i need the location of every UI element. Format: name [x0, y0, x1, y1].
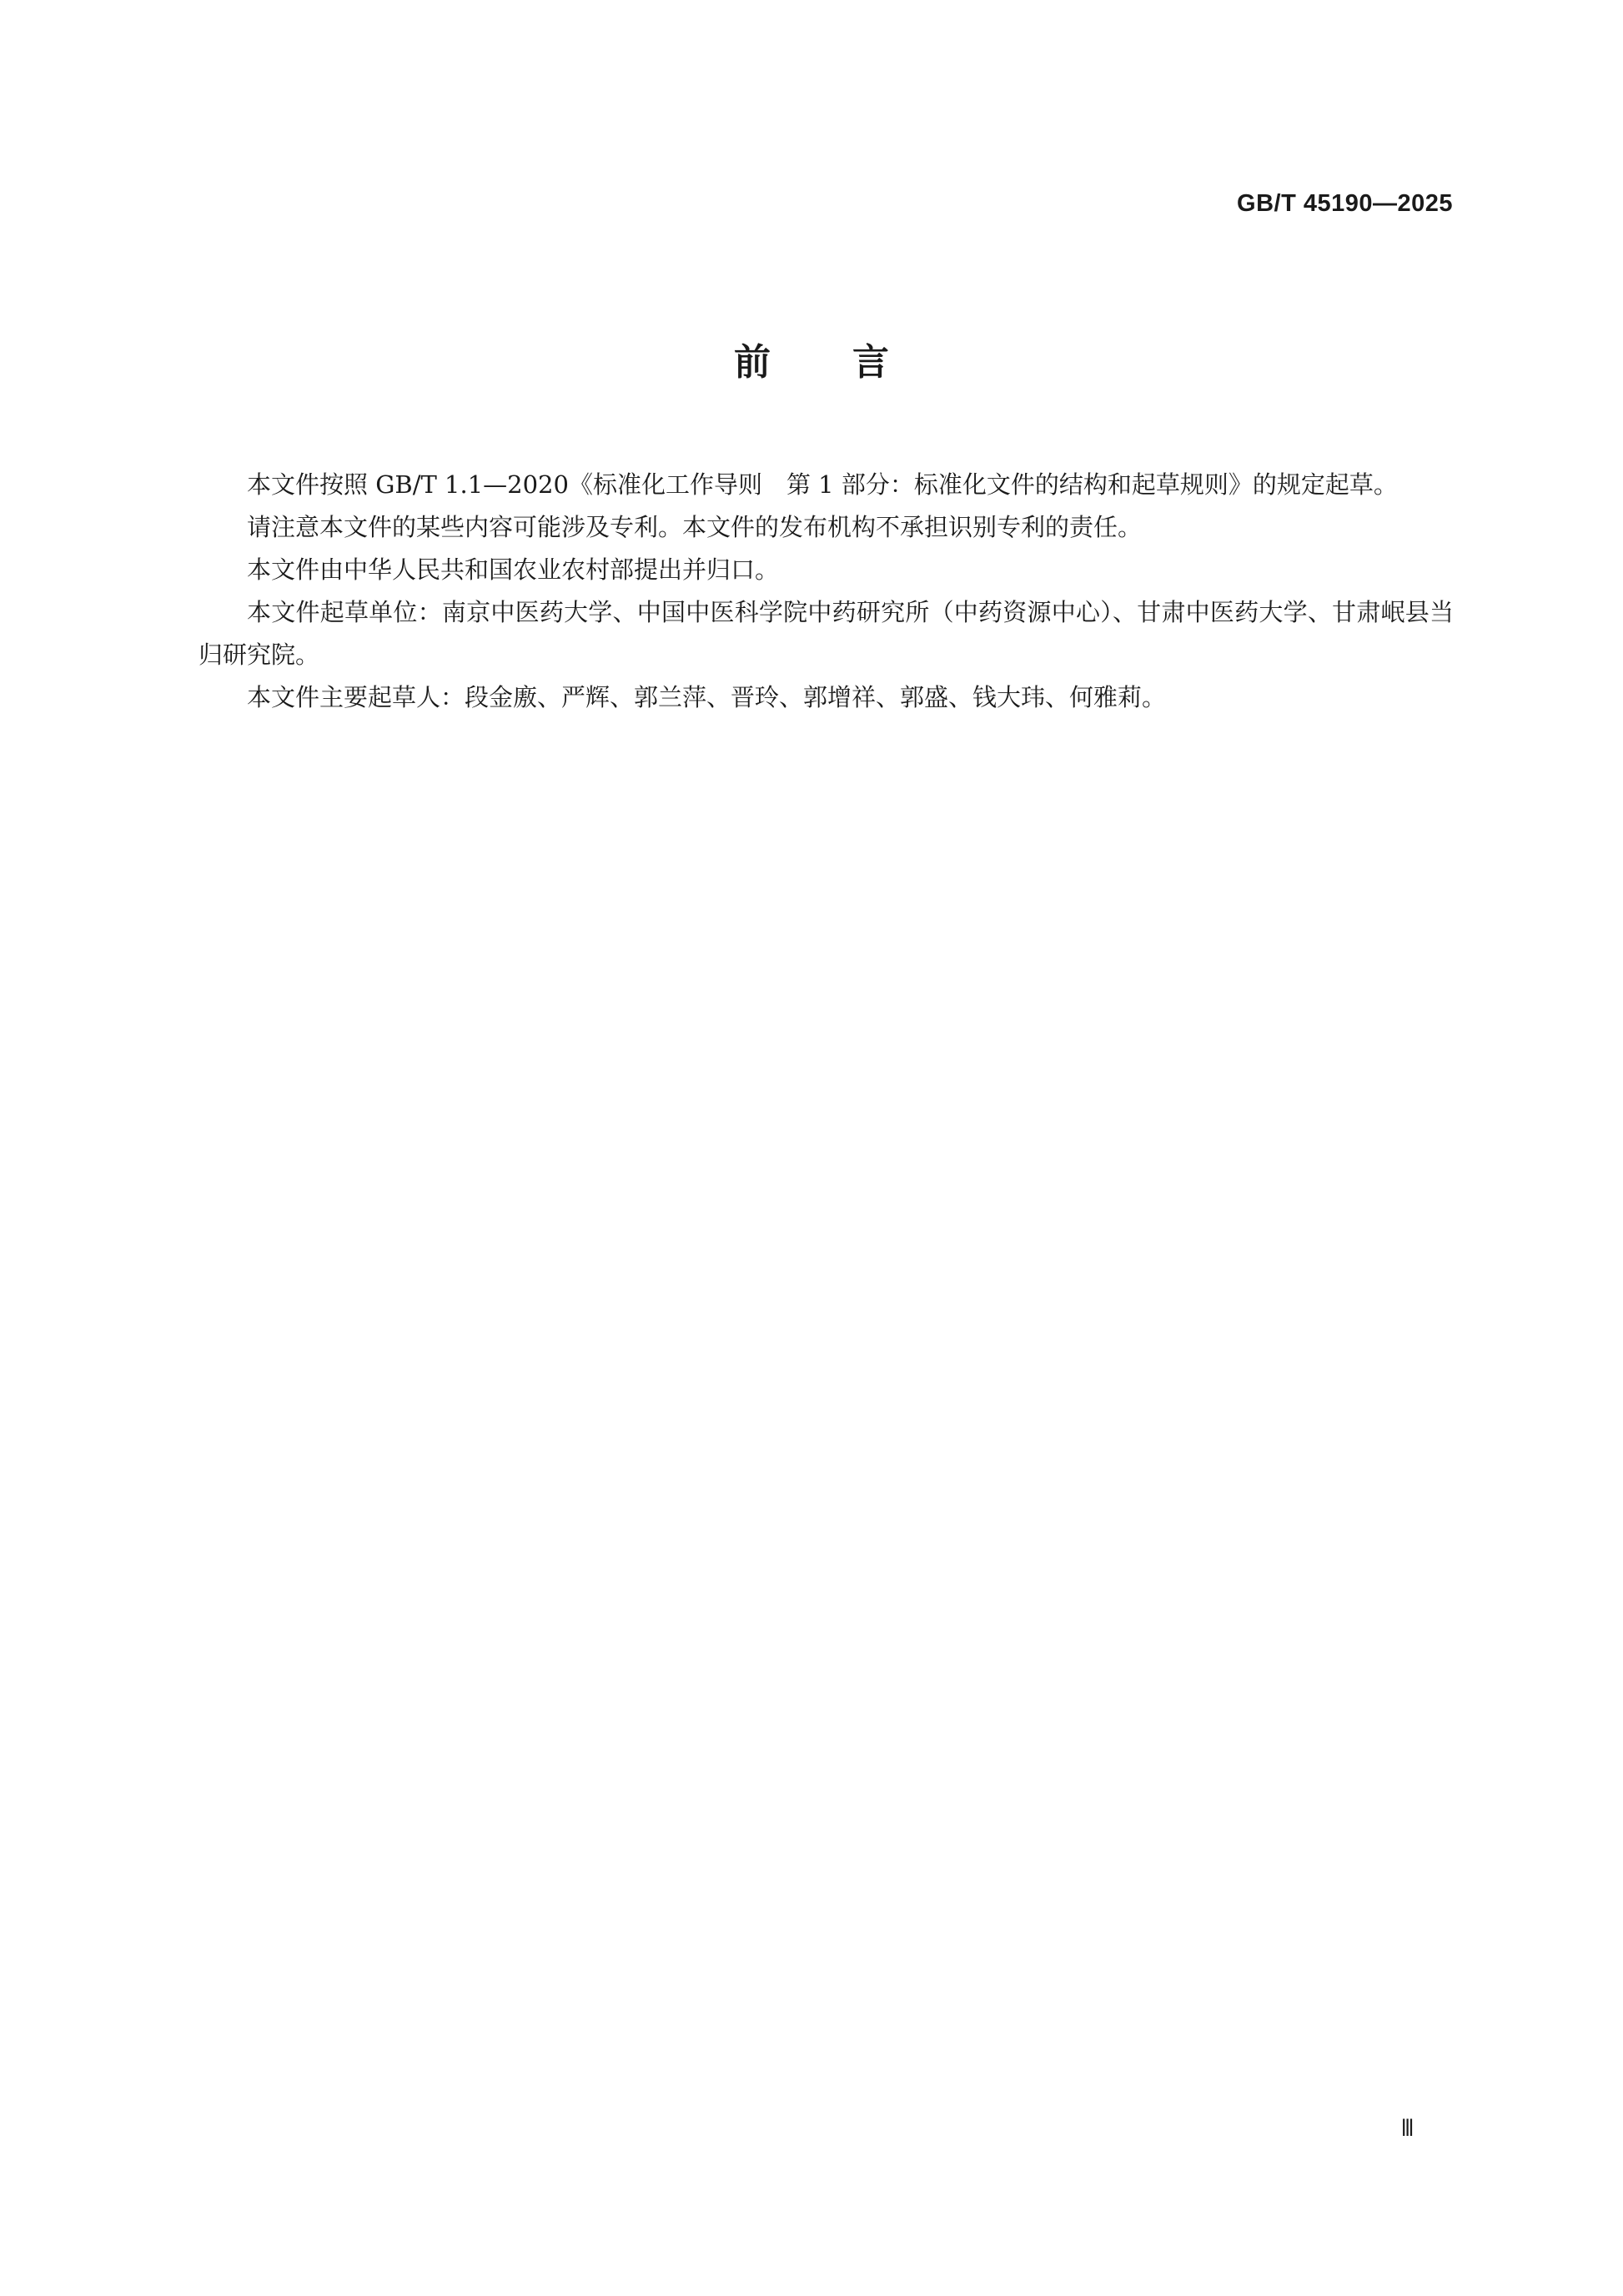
paragraph-drafters: 本文件主要起草人：段金廒、严辉、郭兰萍、晋玲、郭增祥、郭盛、钱大玮、何雅莉。	[247, 683, 1167, 711]
page-number: Ⅲ	[1400, 2116, 1414, 2142]
standard-number: GB/T 45190—2025	[1237, 190, 1453, 217]
paragraph-patent-notice: 请注意本文件的某些内容可能涉及专利。本文件的发布机构不承担识别专利的责任。	[247, 513, 1143, 541]
paragraph-drafting-units: 本文件起草单位：南京中医药大学、中国中医科学院中药研究所（中药资源中心）、甘肃中医药大学、甘肃岷县当归研究院。	[198, 598, 1454, 669]
paragraph-proposer: 本文件由中华人民共和国农业农村部提出并归口。	[247, 555, 780, 584]
foreword-body	[198, 464, 1454, 719]
page-title: 前言	[734, 341, 971, 384]
paragraph-drafting-rules: 本文件按照 GB/T 1.1—2020《标准化工作导则 第 1 部分：标准化文件的结构和起草规则》的规定起草。	[247, 470, 1398, 499]
